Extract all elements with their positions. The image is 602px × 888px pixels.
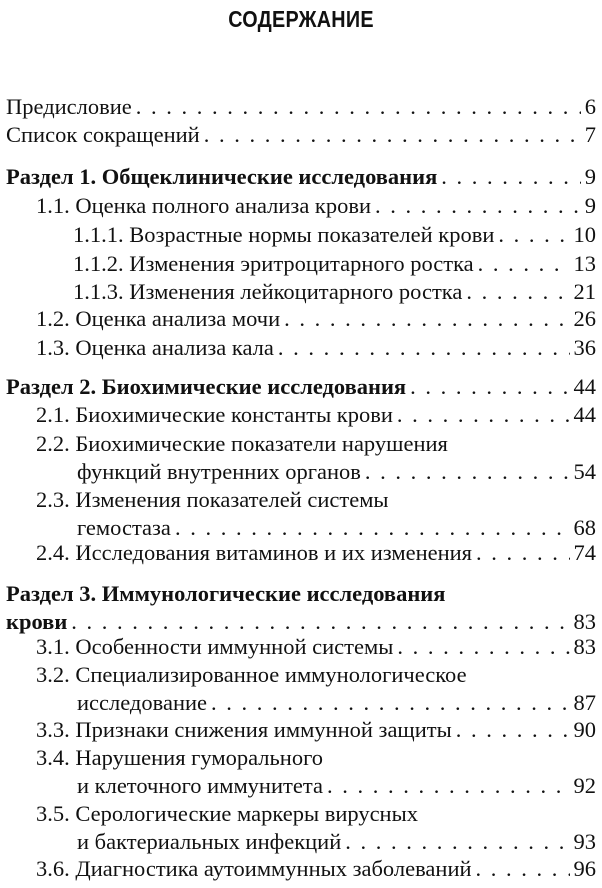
toc-entry-title: 3.5. Серологические маркеры вирусных <box>36 801 418 826</box>
page-number: 21 <box>573 279 596 304</box>
toc-entry-row <box>36 192 596 220</box>
toc-entry-row <box>77 828 596 856</box>
dot-leader <box>284 305 569 333</box>
page-number: 13 <box>573 251 596 276</box>
dot-leader <box>476 855 570 883</box>
toc-entry-title-continued: и бактериальных инфекций <box>77 829 342 854</box>
toc-entry-row <box>77 458 596 486</box>
toc-entry-title: Раздел 3. Иммунологические исследования <box>6 581 446 606</box>
toc-entry-title: Список сокращений <box>6 122 200 147</box>
dot-leader <box>345 828 569 856</box>
dot-leader <box>211 689 569 717</box>
toc-entry-row <box>6 608 596 636</box>
page-number: 9 <box>584 164 596 189</box>
toc-entry-row <box>73 221 596 249</box>
dot-leader <box>466 278 569 306</box>
toc-entry-title-continued: функций внутренних органов <box>77 459 361 484</box>
dot-leader <box>136 93 581 121</box>
toc-entry-title: 1.2. Оценка анализа мочи <box>36 306 281 331</box>
dot-leader <box>327 772 570 800</box>
page-number: 54 <box>573 459 596 484</box>
toc-entry-title: Предисловие <box>6 94 132 119</box>
page-number: 83 <box>573 634 596 659</box>
toc-entry-title: Раздел 2. Биохимические исследования <box>6 374 407 399</box>
toc-entry-title: 1.3. Оценка анализа кала <box>36 335 274 360</box>
dot-leader <box>278 334 570 362</box>
toc-entry-row <box>73 278 596 306</box>
toc-entry-title: 3.2. Специализированное иммунологическое <box>36 662 467 687</box>
dot-leader <box>375 192 581 220</box>
toc-entry-row <box>73 250 596 278</box>
toc-entry-row <box>36 716 596 744</box>
dot-leader <box>397 633 569 661</box>
toc-entry-title: Раздел 1. Общеклинические исследования <box>6 164 438 189</box>
toc-entry-row <box>77 772 596 800</box>
toc-entry-row <box>6 163 596 191</box>
dot-leader <box>478 250 570 278</box>
toc-entry-row <box>6 121 596 149</box>
page-title: СОДЕРЖАНИЕ <box>228 6 374 32</box>
page-number: 96 <box>573 856 596 881</box>
toc-entry-title: 2.3. Изменения показателей системы <box>36 487 389 512</box>
page-number: 10 <box>573 222 596 247</box>
toc-entry-title-continued: гемостаза <box>77 515 171 540</box>
toc-entry-title-continued: исследование <box>77 690 208 715</box>
page-number: 9 <box>584 193 596 218</box>
toc-entry-title: 1.1. Оценка полного анализа крови <box>36 193 372 218</box>
page-number: 90 <box>573 717 596 742</box>
toc-entry-title: 3.6. Диагностика аутоиммунных заболеваний <box>36 856 472 881</box>
toc-entry-row <box>36 633 596 661</box>
toc-entry-row <box>36 539 596 567</box>
page-number: 44 <box>573 402 596 427</box>
page-number: 83 <box>573 609 596 634</box>
dot-leader <box>441 163 580 191</box>
page-number: 68 <box>573 515 596 540</box>
toc-entry-title: 2.4. Исследования витаминов и их изменения <box>36 540 473 565</box>
dot-leader <box>456 716 570 744</box>
toc-entry-title: 1.1.2. Изменения эритроцитарного ростка <box>73 251 474 276</box>
dot-leader <box>71 608 569 636</box>
page-number: 26 <box>573 306 596 331</box>
dot-leader <box>410 373 569 401</box>
toc-entry-title: 1.1.1. Возрастные нормы показателей крови <box>73 222 495 247</box>
dot-leader <box>175 514 570 542</box>
toc-entry-row <box>36 334 596 362</box>
toc-entry-title: 3.3. Признаки снижения иммунной защиты <box>36 717 452 742</box>
page-number: 7 <box>584 122 596 147</box>
toc-entry-row <box>77 689 596 717</box>
toc-entry-title: 1.1.3. Изменения лейкоцитарного ростка <box>73 279 463 304</box>
toc-entry-title: 2.2. Биохимические показатели нарушения <box>36 431 448 456</box>
toc-entry-row <box>36 855 596 883</box>
page-number: 36 <box>573 335 596 360</box>
toc-entry-row <box>6 93 596 121</box>
toc-entry-title: 2.1. Биохимические константы крови <box>36 402 393 427</box>
dot-leader <box>476 539 569 567</box>
dot-leader <box>204 121 581 149</box>
page-number: 74 <box>573 540 596 565</box>
toc-entry-row <box>36 305 596 333</box>
toc-entry-title: 3.1. Особенности иммунной системы <box>36 634 394 659</box>
page-number: 92 <box>573 773 596 798</box>
toc-entry-title: 3.4. Нарушения гуморального <box>36 745 323 770</box>
page-number: 6 <box>584 94 596 119</box>
toc-entry-title-continued: крови <box>6 609 68 634</box>
page-number: 93 <box>573 829 596 854</box>
toc-entry-row <box>6 373 596 401</box>
toc-entry-row <box>77 514 596 542</box>
dot-leader <box>498 221 569 249</box>
page-number: 87 <box>573 690 596 715</box>
dot-leader <box>397 401 570 429</box>
toc-entry-row <box>36 401 596 429</box>
toc-entry-title-continued: и клеточного иммунитета <box>77 773 323 798</box>
dot-leader <box>365 458 570 486</box>
page-number: 44 <box>573 374 596 399</box>
